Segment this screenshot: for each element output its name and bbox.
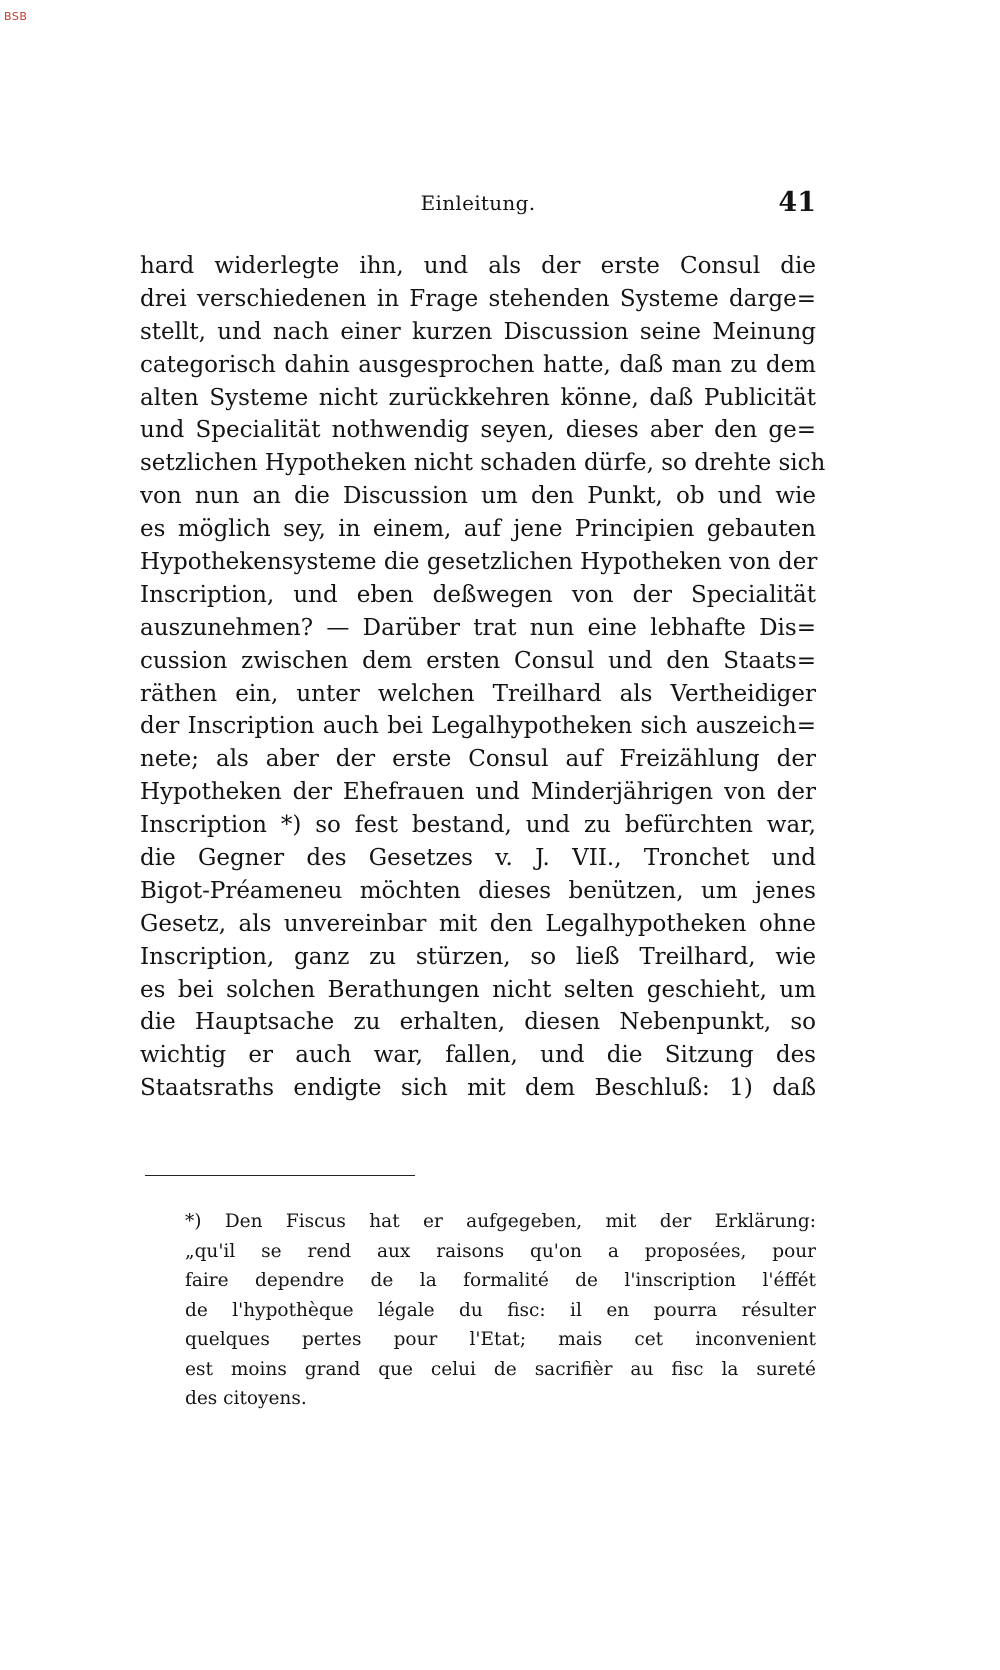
body-text [140,250,826,1105]
footnote-line: est moins grand que celui de sacrifièr au fisc la sureté [185,1358,816,1380]
body-line: hard widerlegte ihn, und als der erste Consul die [140,253,816,279]
body-line: cussion zwischen dem ersten Consul und den Staats= [140,647,816,674]
page-number: 41 [778,187,816,218]
body-line: auszunehmen? — Darüber trat nun eine lebhafte Dis= [140,614,816,641]
body-line: drei verschiedenen in Frage stehenden Systeme darge= [140,285,816,312]
body-line: setzlichen Hypotheken nicht schaden dürfe, so drehte sich [140,450,826,477]
body-line: Bigot-Préameneu möchten dieses benützen, um jenes [140,877,816,904]
body-line: Hypotheken der Ehefrauen und Minderjährigen von der [140,779,816,806]
footnote-line: „qu'il se rend aux raisons qu'on a proposées, pour [185,1240,816,1262]
footnote-rule [145,1175,415,1176]
footnote [185,1207,816,1414]
body-line: stellt, und nach einer kurzen Discussion seine Meinung [140,318,816,345]
footnote-line: *) Den Fiscus hat er aufgegeben, mit der Erklärung: [185,1211,816,1232]
body-line: räthen ein, unter welchen Treilhard als Vertheidiger [140,680,816,707]
body-line: es bei solchen Berathungen nicht selten geschieht, um [140,976,816,1003]
body-line: Inscription *) so fest bestand, und zu befürchten war, [140,812,816,839]
body-line: die Hauptsache zu erhalten, diesen Nebenpunkt, so [140,1009,816,1036]
body-line: Staatsraths endigte sich mit dem Beschluß: 1) daß [140,1075,816,1102]
footnote-line: des citoyens. [185,1388,307,1409]
running-head: Einleitung. [420,191,536,215]
body-line: Hypothekensysteme die gesetzlichen Hypotheken von der [140,549,818,576]
body-line: die Gegner des Gesetzes v. J. VII., Tronchet und [140,845,816,872]
body-line: alten Systeme nicht zurückkehren könne, daß Publicität [140,384,816,411]
footnote-line: de l'hypothèque légale du fisc: il en pourra résulter [185,1299,816,1321]
body-line: Gesetz, als unvereinbar mit den Legalhypotheken ohne [140,910,816,937]
page-header [140,187,816,223]
body-line: Inscription, ganz zu stürzen, so ließ Treilhard, wie [140,943,816,970]
body-line: Inscription, und eben deßwegen von der Specialität [140,581,816,608]
body-line: wichtig er auch war, fallen, und die Sitzung des [140,1042,816,1069]
body-line: es möglich sey, in einem, auf jene Principien gebauten [140,516,816,543]
body-line: categorisch dahin ausgesprochen hatte, daß man zu dem [140,351,816,378]
body-line: von nun an die Discussion um den Punkt, ob und wie [140,483,816,510]
body-line: der Inscription auch bei Legalhypotheken sich auszeich= [140,713,816,740]
footnote-line: faire dependre de la formalité de l'inscription l'éffét [185,1270,816,1291]
footnote-line: quelques pertes pour l'Etat; mais cet inconvenient [185,1329,816,1350]
body-line: nete; als aber der erste Consul auf Freizählung der [140,746,816,773]
library-watermark: BSB [4,10,28,23]
body-line: und Specialität nothwendig seyen, dieses aber den ge= [140,417,816,444]
